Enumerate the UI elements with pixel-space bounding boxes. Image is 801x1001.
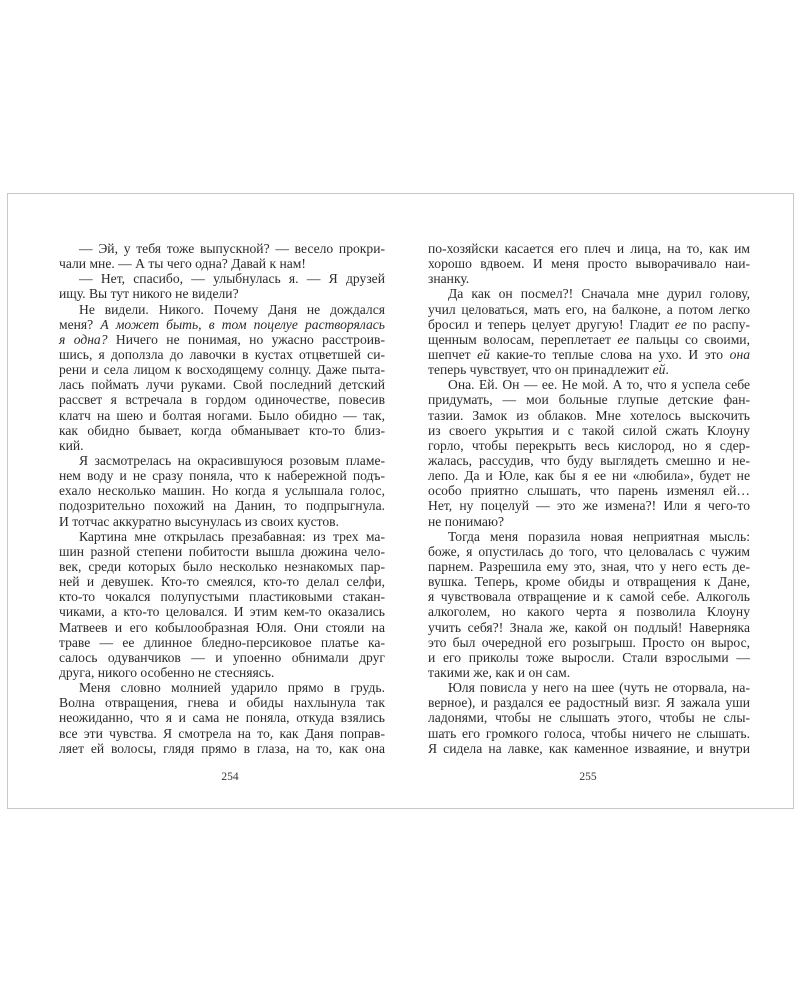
paragraph bbox=[59, 453, 385, 529]
text-line: все эти чувства. Я смотрела на то, как Даня поправ- bbox=[59, 725, 385, 741]
text-line: не понимаю? bbox=[428, 513, 505, 529]
text-line: лась поймать лучи руками. Свой последний детский bbox=[59, 377, 385, 393]
text-line: кий. bbox=[59, 437, 84, 453]
text-line: Матвеев и его кобылообразная Юля. Они стояли на bbox=[59, 619, 385, 635]
text-line: я чувствовала отвращение и к самой себе. Алкоголь bbox=[428, 589, 750, 605]
paragraph bbox=[428, 286, 750, 377]
text-line: — Эй, у тебя тоже выпускной? — весело прокри- bbox=[79, 241, 385, 256]
text-line: чали мне. — А ты чего одна? Давай к нам! bbox=[59, 256, 306, 272]
text-segment: шепчет bbox=[428, 346, 478, 362]
text-line: рени и села лицом к восходящему солнцу. Даже пыта- bbox=[59, 362, 385, 378]
text-line: Меня словно молнией ударило прямо в грудь. bbox=[79, 680, 385, 696]
paragraph bbox=[428, 529, 750, 680]
italic-text: она bbox=[729, 346, 750, 362]
text-line: по-хозяйски касается его плеч и лица, на то, как им bbox=[428, 241, 750, 256]
text-line: это был очередной его розыгрыш. Просто он вырос, bbox=[428, 634, 750, 650]
text-line: учить себя?! Знала же, какой он подлый! Наверняка bbox=[428, 619, 750, 635]
text-line: придумать, — мои больные глупые детские фан- bbox=[428, 392, 750, 408]
text-segment: по распу- bbox=[686, 316, 750, 332]
text-segment: какие-то теплые слова на ухо. И это bbox=[489, 346, 730, 362]
text-segment: щенным волосам, переплетает bbox=[428, 331, 618, 347]
text-line: рассвет я встречала в гордом одиночестве, повесив bbox=[59, 392, 385, 408]
text-line: горло, чтобы перекрыть весь кислород, но я сдер- bbox=[428, 437, 750, 453]
text-segment: Ничего не понимая, но ужасно расстроив- bbox=[107, 331, 385, 347]
text-line: Не видели. Никого. Почему Даня не дождался bbox=[79, 301, 385, 317]
text-line: друга, никого особенно не стесняясь. bbox=[59, 664, 275, 680]
text-line: неожиданно, что я и сама не поняла, откуда взялись bbox=[59, 710, 385, 726]
paragraph bbox=[59, 241, 385, 271]
text-line: хорошо вдвоем. И меня просто выворачивало наи- bbox=[428, 256, 750, 272]
paragraph bbox=[428, 377, 750, 528]
italic-text: ей bbox=[652, 362, 666, 378]
italic-text: ей bbox=[477, 346, 490, 362]
paragraph bbox=[59, 680, 385, 756]
text-line: шин разной степени побитости вышла дюжина чело- bbox=[59, 543, 385, 559]
italic-text: ее bbox=[617, 331, 630, 347]
text-line: — Нет, спасибо, — улыбнулась я. — Я друзей bbox=[79, 271, 385, 287]
text-line: Нет, ну поцелуй — это же измена?! Или я чего-то bbox=[428, 498, 750, 514]
text-line: ищу. Вы тут никого не видели? bbox=[59, 286, 239, 302]
text-line: И тотчас аккуратно высунулась из своих кустов. bbox=[59, 513, 339, 529]
text-line: ехало несколько машин. Но когда я услышала голос, bbox=[59, 483, 385, 499]
text-line: шать его громкого голоса, чтобы ничего не слышать. bbox=[428, 725, 750, 741]
text-line: век, среди которых было несколько незнакомых пар- bbox=[59, 558, 385, 574]
text-line: лепо. Да и Юле, как бы я ее ни «любила», будет не bbox=[428, 468, 750, 484]
text-line: жалась, рассудив, что буду выглядеть смешно и не- bbox=[428, 452, 750, 468]
paragraph bbox=[59, 271, 385, 301]
text-line: нем воду и не сразу поняла, что к набережной подъ- bbox=[59, 468, 385, 484]
text-line: парнем. Разрешила ему это, зная, что у него есть де- bbox=[428, 558, 750, 574]
left-page-text bbox=[59, 241, 385, 756]
text-line: Юля повисла у него на шее (чуть не оторвала, на- bbox=[448, 680, 750, 696]
text-line: чиками, а кто-то целовался. И этим кем-то оказались bbox=[59, 604, 385, 620]
text-line bbox=[428, 362, 750, 377]
text-line: клатч на шею и болтая ногами. Было обидно — так, bbox=[59, 407, 385, 423]
book-spread bbox=[7, 193, 794, 809]
paragraph bbox=[59, 529, 385, 680]
text-line: тазии. Замок из облаков. Мне хотелось выскочить bbox=[428, 407, 750, 423]
text-line: и его приколы тоже выросли. Стали взрослыми — bbox=[428, 649, 750, 665]
text-line: как обидно бывает, когда обманывает кто-то близ- bbox=[59, 422, 385, 438]
text-line: боже, я опустилась до того, что целовалась с чужим bbox=[428, 543, 750, 559]
text-line: шись, я доползла до лавочки в кустах отцветшей си- bbox=[59, 346, 385, 362]
text-line bbox=[59, 332, 385, 347]
text-line: траве — ее длинное бледно-персиковое платье ка- bbox=[59, 634, 385, 650]
text-line: Картина мне открылась презабавная: из трех ма- bbox=[79, 528, 385, 544]
paragraph bbox=[428, 680, 750, 756]
text-line: салось одуванчиков — и упоенно обнимали друг bbox=[59, 649, 385, 665]
text-line bbox=[428, 332, 750, 347]
italic-text: ее bbox=[674, 316, 687, 332]
text-line: ней и девушек. Кто-то смеялся, кто-то делал селфи, bbox=[59, 574, 385, 590]
italic-text: я одна? bbox=[59, 331, 108, 347]
text-line: Волна отвращения, гнева и обиды нахлынула так bbox=[59, 695, 385, 711]
text-line: ладонями, чтобы не слышать этого, чтобы не слы- bbox=[428, 710, 750, 726]
text-line bbox=[59, 317, 385, 332]
text-line: вушка. Теперь, кроме обиды и отвращения к Дане, bbox=[428, 574, 750, 590]
text-segment: бросил и теперь целует другую! Гладит bbox=[428, 316, 675, 332]
text-line: особо приятно слышать, что парень изменял ей… bbox=[428, 483, 750, 499]
text-line: такими же, как и он сам. bbox=[428, 664, 571, 680]
text-line: Да как он посмел?! Сначала мне дурил голову, bbox=[448, 286, 750, 302]
text-line: Она. Ей. Он — ее. Не мой. А то, что я успела себе bbox=[448, 377, 750, 393]
paragraph bbox=[428, 241, 750, 286]
text-line: Тогда меня поразила новая неприятная мысль: bbox=[448, 528, 750, 544]
text-line: знанку. bbox=[428, 271, 470, 287]
text-line: ляет ей волосы, глядя прямо в глаза, на то, как она bbox=[59, 740, 385, 756]
text-segment: меня? bbox=[59, 316, 101, 332]
page-number-left: 254 bbox=[221, 771, 239, 783]
text-segment: . bbox=[665, 362, 669, 378]
text-segment: теперь чувствует, что он принадлежит bbox=[428, 362, 653, 378]
text-line: Я сидела на лавке, как каменное изваяние, и внутри bbox=[428, 740, 750, 756]
italic-text: А может быть, в том поцелуе растворялась bbox=[100, 316, 385, 332]
text-line bbox=[428, 347, 750, 362]
text-segment: пальцы со своими, bbox=[629, 331, 750, 347]
text-line: Я засмотрелась на окрасившуюся розовым пламе- bbox=[79, 452, 385, 468]
text-line: учил целоваться, мать его, на балконе, а потом легко bbox=[428, 301, 750, 317]
text-line: подозрительно похожий на Данин, то подпрыгнула. bbox=[59, 498, 385, 514]
page-number-right: 255 bbox=[579, 771, 597, 783]
paragraph bbox=[59, 302, 385, 453]
text-line: алкоголем, но какого черта я позволила Клоуну bbox=[428, 604, 750, 620]
right-page-text bbox=[428, 241, 750, 756]
text-line: из своего укрытия и с такой силой сжать Клоуну bbox=[428, 422, 750, 438]
text-line: кто-то чокался полупустыми пластиковыми стакан- bbox=[59, 589, 385, 605]
text-line bbox=[428, 317, 750, 332]
text-line: верное), и раздался ее радостный визг. Я зажала уши bbox=[428, 695, 750, 711]
